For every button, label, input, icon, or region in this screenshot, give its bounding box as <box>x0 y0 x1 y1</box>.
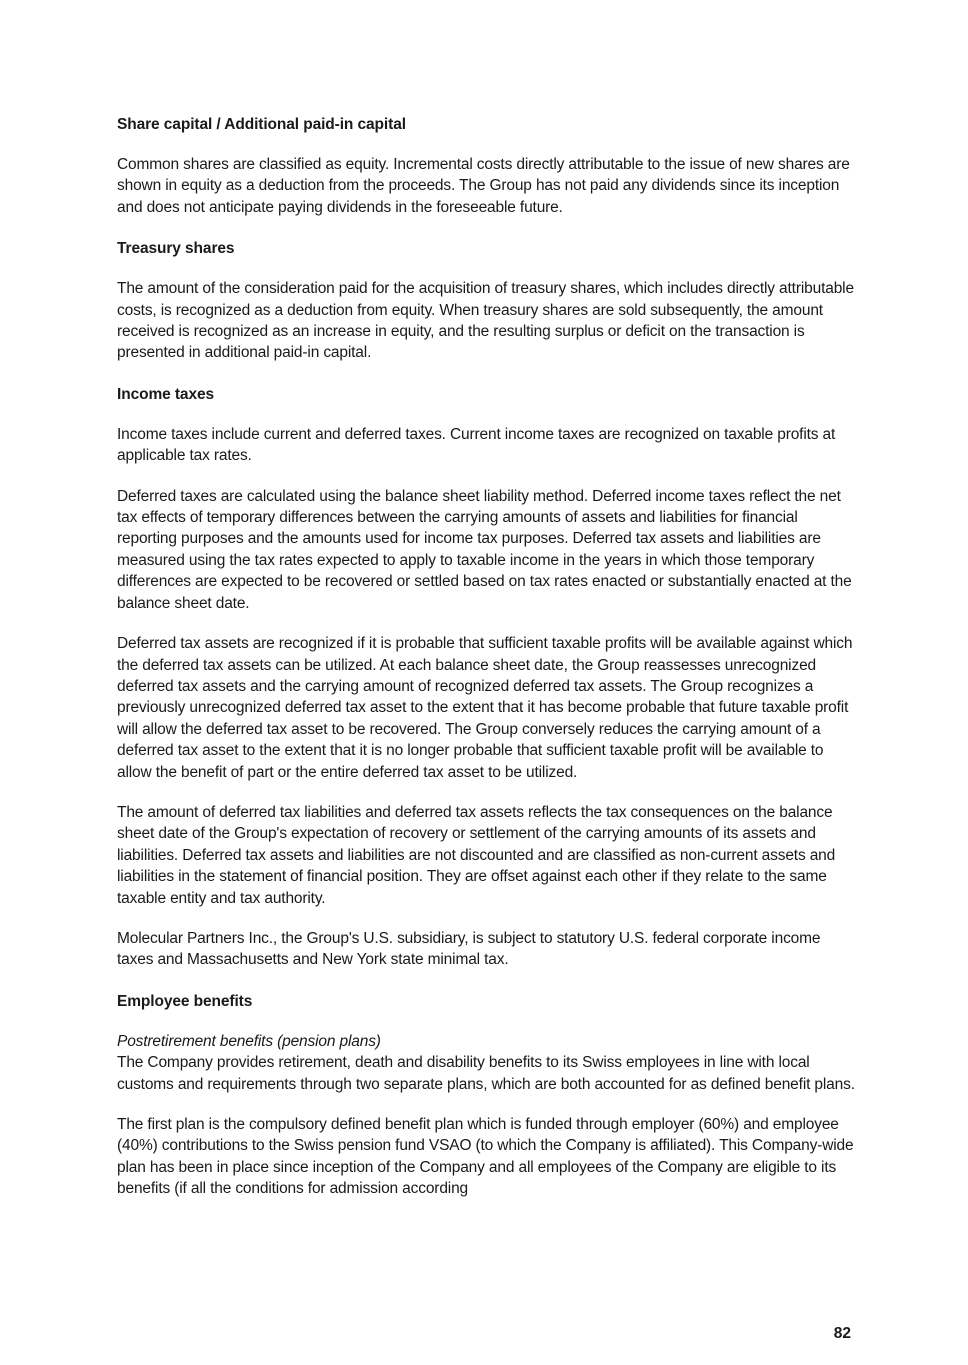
paragraph: The amount of the consideration paid for the acquisition of treasury shares, which includes directly attributable costs, is recognized as a deduction from equity. When treasury shares are sold subsequently, the amount received is recognized as an increase in equity, and the resulting surplus or deficit on the transaction is presented in additional paid-in capital. <box>117 280 854 362</box>
paragraph: Deferred taxes are calculated using the balance sheet liability method. Deferred income taxes reflect the net tax effects of temporary differences between the carrying amounts of assets and liabilities for financial reporting purposes and the amounts used for income tax purposes. Deferred tax assets and liabilities are measured using the tax rates expected to apply to taxable income in the years in which those temporary differences are expected to be recovered or settled based on tax rates enacted or substantially enacted at the balance sheet date. <box>117 487 852 612</box>
section-heading-share-capital: Share capital / Additional paid-in capital <box>117 116 406 133</box>
paragraph: The amount of deferred tax liabilities and deferred tax assets reflects the tax consequences on the balance sheet date of the Group's expectation of recovery or settlement of the carrying amounts of its assets and liabilities. Deferred tax assets and liabilities are not discounted and are classified as non-current assets and liabilities in the statement of financial position. They are offset against each other if they relate to the same taxable entity and tax authority. <box>117 803 836 907</box>
paragraph: Common shares are classified as equity. Incremental costs directly attributable to the issue of new shares are shown in equity as a deduction from the proceeds. The Group has not paid any dividends since its inception and does not anticipate paying dividends in the foreseeable future. <box>117 156 850 216</box>
document-body <box>117 113 857 1219</box>
paragraph: Molecular Partners Inc., the Group's U.S. subsidiary, is subject to statutory U.S. federal corporate income taxes and Massachusetts and New York state minimal tax. <box>117 929 821 969</box>
section-heading-employee-benefits: Employee benefits <box>117 992 253 1010</box>
paragraph: Deferred tax assets are recognized if it is probable that sufficient taxable profits will be available against which the deferred tax assets can be utilized. At each balance sheet date, the Group reassesses unrecognized deferred tax assets and the carrying amount of recognized deferred tax assets. The Group recognizes a previously unrecognized deferred tax asset to the extent that it has become probable that future taxable profit will allow the deferred tax asset to be recovered. The Group conversely reduces the carrying amount of a deferred tax asset to the extent that it is no longer probable that sufficient taxable profit will be available to allow the benefit of part or the entire deferred tax asset to be utilized. <box>117 635 853 781</box>
section-heading-income-taxes: Income taxes <box>117 385 215 403</box>
paragraph: The Company provides retirement, death and disability benefits to its Swiss employees in line with local customs and requirements through two separate plans, which are both accounted for as defined benefit plans. <box>117 1054 855 1093</box>
page-number: 82 <box>833 1325 851 1342</box>
paragraph: Income taxes include current and deferred taxes. Current income taxes are recognized on taxable profits at applicable tax rates. <box>117 425 836 465</box>
paragraph: The first plan is the compulsory defined benefit plan which is funded through employer (60%) and employee (40%) contributions to the Swiss pension fund VSAO (to which the Company is affiliated). This Company-wide plan has been in place since inception of the Company and all employees of the Company are eligible to its benefits (if all the conditions for admission according <box>117 1116 854 1198</box>
section-heading-treasury-shares: Treasury shares <box>117 240 235 258</box>
subheading-pension-plans: Postretirement benefits (pension plans) <box>117 1032 381 1050</box>
